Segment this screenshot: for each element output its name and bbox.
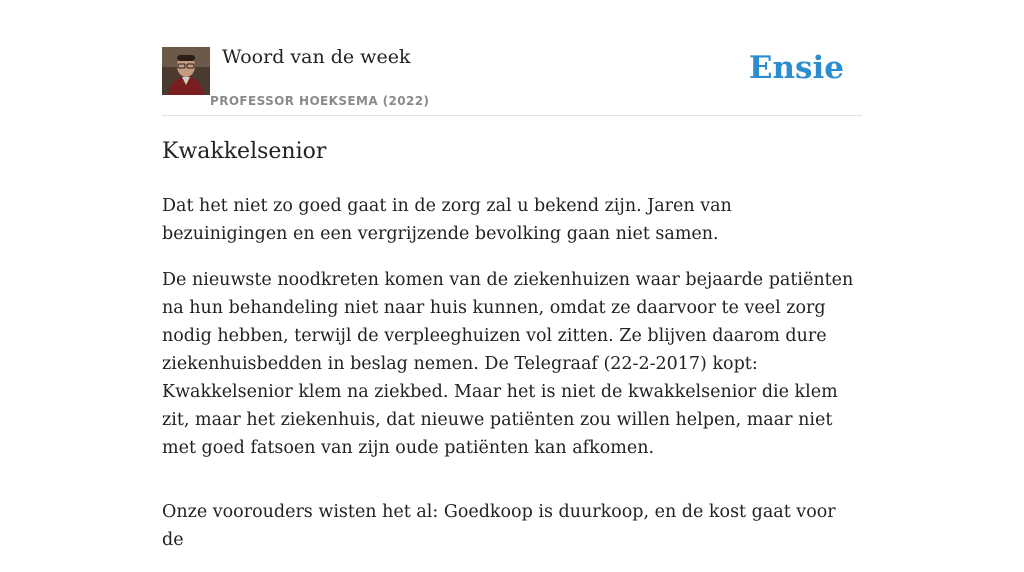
article-paragraph: De nieuwste noodkreten komen van de ziekenhuizen waar bejaarde patiënten na hun behandeling niet naar huis kunnen, omdat ze daarvoor te veel zorg nodig hebben, terwijl de verpleeghuizen vol zitten. Ze blijven daarom dure ziekenhuisbedden in beslag nemen. De Telegraaf (22-2-2017) kopt: Kwakkelsenior klem na ziekbed. Maar het is niet de kwakkelsenior die klem zit, maar het ziekenhuis, dat nieuwe patiënten zou willen helpen, maar niet met goed fatsoen van zijn oude patiënten kan afkomen. — [162, 270, 854, 458]
series-title[interactable]: Woord van de week — [222, 46, 411, 68]
article-body — [162, 192, 862, 572]
article-header — [162, 40, 862, 116]
article-title: Kwakkelsenior — [162, 139, 327, 164]
ensie-logo[interactable]: Ensie — [748, 50, 844, 86]
author-byline[interactable]: PROFESSOR HOEKSEMA (2022) — [210, 94, 430, 108]
article-paragraph: Dat het niet zo goed gaat in de zorg zal u bekend zijn. Jaren van bezuinigingen en een vergrijzende bevolking gaan niet samen. — [162, 196, 732, 244]
person-avatar-icon — [162, 47, 210, 95]
author-avatar[interactable] — [162, 47, 210, 95]
article-paragraph: Onze voorouders wisten het al: Goedkoop is duurkoop, en de kost gaat voor de — [162, 502, 836, 550]
